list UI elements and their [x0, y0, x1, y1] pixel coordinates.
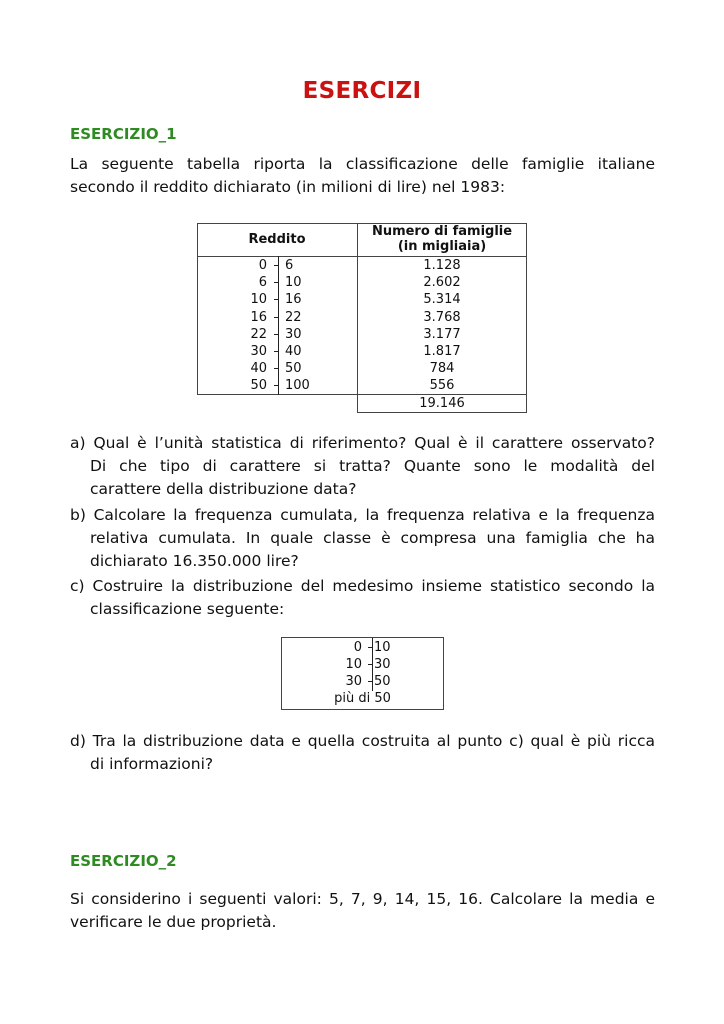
question-b-line-2: relativa cumulata. In quale classe è compresa una famiglia che ha: [90, 529, 655, 547]
range-from: 22: [250, 326, 267, 342]
class-range: [282, 639, 443, 656]
income-range: [197, 274, 357, 291]
range-to: 50: [285, 361, 302, 377]
family-count: 5.314: [423, 292, 461, 308]
question-a: [70, 432, 655, 501]
exercise-1-heading: ESERCIZIO_1: [70, 125, 177, 143]
range-to: 6: [285, 258, 294, 273]
families-header-line-1: Numero di famiglie: [371, 224, 513, 239]
range-to: 10: [374, 640, 391, 655]
exercise-2-line-1: Si considerino i seguenti valori: 5, 7, 9, 14, 15, 16. Calcolare la media e: [70, 890, 655, 908]
range-from: 6: [258, 275, 267, 291]
range-tick: [274, 282, 279, 283]
exercise-2-heading: ESERCIZIO_2: [70, 852, 177, 870]
income-range: [197, 343, 357, 360]
income-range: [197, 309, 357, 326]
range-from: 50: [250, 378, 267, 394]
range-to: 22: [285, 309, 302, 325]
question-b-line-1: b) Calcolare la frequenza cumulata, la frequenza relativa e la frequenza: [70, 506, 655, 524]
range-tick: [274, 385, 279, 386]
range-from: 0: [258, 258, 267, 273]
classification-table: [281, 637, 444, 710]
question-c: [70, 575, 655, 621]
exercise-2-line-2: verificare le due proprietà.: [70, 913, 277, 931]
classification-last-row: più di 50: [334, 691, 391, 706]
income-range: [197, 257, 357, 274]
range-tick: [368, 681, 373, 682]
range-from: 30: [345, 674, 362, 689]
range-to: 40: [285, 344, 302, 359]
range-from: 30: [250, 344, 267, 359]
family-count: 3.768: [423, 309, 461, 325]
income-range: [197, 360, 357, 377]
family-count: 3.177: [423, 326, 461, 342]
income-range: [197, 377, 357, 394]
page-title: ESERCIZI: [302, 78, 422, 104]
range-to: 50: [374, 674, 391, 689]
range-to: 30: [374, 657, 391, 672]
question-d-line-1: d) Tra la distribuzione data e quella costruita al punto c) qual è più ricca: [70, 732, 655, 750]
intro-line-1: La seguente tabella riporta la classificazione delle famiglie italiane: [70, 155, 655, 173]
range-tick: [274, 317, 279, 318]
question-d: [70, 730, 655, 776]
table-total: 19.146: [419, 396, 465, 411]
question-c-line-1: c) Costruire la distribuzione del medesimo insieme statistico secondo la: [70, 577, 655, 595]
family-count: 556: [429, 378, 455, 394]
range-tick: [274, 351, 279, 352]
families-header-line-2: (in migliaia): [397, 239, 487, 254]
class-range: [282, 656, 443, 673]
range-from: 40: [250, 361, 267, 377]
income-column-header: Reddito: [248, 232, 306, 247]
family-count: 1.128: [423, 258, 461, 273]
range-from: 10: [345, 657, 362, 672]
exercise-1-intro: [70, 153, 655, 199]
range-from: 16: [250, 309, 267, 325]
question-a-line-2: Di che tipo di carattere si tratta? Quante sono le modalità del: [90, 457, 655, 475]
exercise-2-text: [70, 888, 655, 934]
range-from: 0: [353, 640, 362, 655]
range-tick: [274, 299, 279, 300]
question-a-line-1: a) Qual è l’unità statistica di riferimento? Qual è il carattere osservato?: [70, 434, 655, 452]
intro-line-2: secondo il reddito dichiarato (in milioni di lire) nel 1983:: [70, 178, 506, 196]
question-a-line-3: carattere della distribuzione data?: [90, 480, 357, 498]
income-range: [197, 326, 357, 343]
family-count: 784: [429, 361, 455, 377]
question-b: [70, 504, 655, 573]
family-count: 2.602: [423, 275, 461, 291]
range-to: 30: [285, 326, 302, 342]
range-tick: [368, 647, 373, 648]
range-tick: [274, 334, 279, 335]
class-range: [282, 673, 443, 690]
range-tick: [274, 368, 279, 369]
range-to: 100: [285, 378, 310, 394]
family-count: 1.817: [423, 344, 461, 359]
income-range: [197, 291, 357, 308]
range-tick: [368, 664, 373, 665]
range-tick: [274, 265, 279, 266]
range-to: 16: [285, 292, 302, 308]
range-from: 10: [250, 292, 267, 308]
question-d-line-2: di informazioni?: [90, 755, 214, 773]
question-c-line-2: classificazione seguente:: [90, 600, 285, 618]
families-column-header: [357, 224, 527, 254]
question-b-line-3: dichiarato 16.350.000 lire?: [90, 552, 299, 570]
range-to: 10: [285, 275, 302, 291]
